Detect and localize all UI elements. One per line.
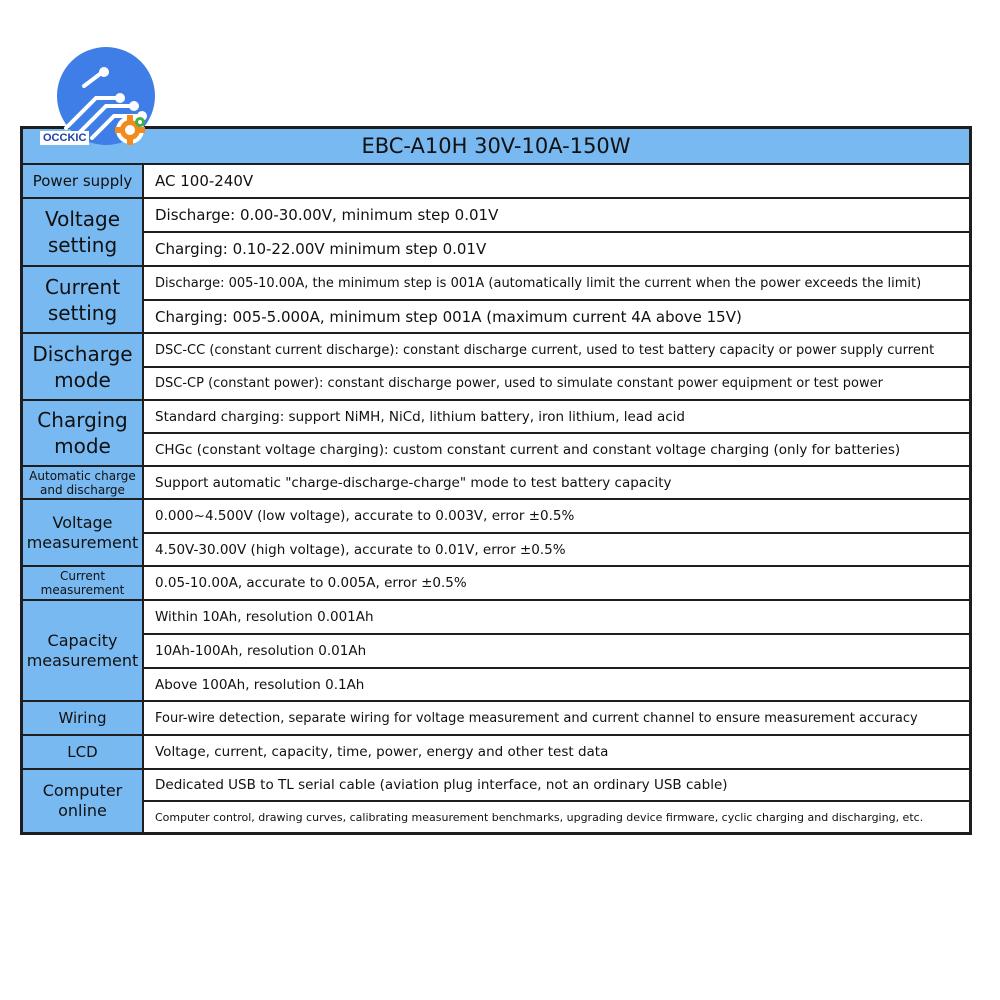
value-dsc-cc: DSC-CC (constant current discharge): constant discharge current, used to test battery capacity or power supply current: [144, 334, 969, 368]
value-voltage-charging: Charging: 0.10-22.00V minimum step 0.01V: [144, 233, 969, 267]
value-auto-charge-discharge: Support automatic "charge-discharge-charge" mode to test battery capacity: [144, 467, 969, 500]
value-dsc-cp: DSC-CP (constant power): constant discharge power, used to simulate constant power equipment or test power: [144, 368, 969, 401]
value-lcd: Voltage, current, capacity, time, power, energy and other test data: [144, 736, 969, 770]
value-voltage-high: 4.50V-30.00V (high voltage), accurate to 0.01V, error ±0.5%: [144, 534, 969, 567]
value-capacity-10-100ah: 10Ah-100Ah, resolution 0.01Ah: [144, 635, 969, 669]
row-label-lcd: LCD: [23, 736, 144, 770]
value-usb-cable: Dedicated USB to TL serial cable (aviation plug interface, not an ordinary USB cable): [144, 770, 969, 802]
value-voltage-discharge: Discharge: 0.00-30.00V, minimum step 0.01V: [144, 199, 969, 233]
row-label-power-supply: Power supply: [23, 165, 144, 199]
row-label-charging-mode: Charging mode: [23, 401, 144, 467]
value-voltage-low: 0.000~4.500V (low voltage), accurate to 0.003V, error ±0.5%: [144, 500, 969, 534]
brand-name: OCCKIC: [40, 131, 89, 145]
value-computer-control: Computer control, drawing curves, calibrating measurement benchmarks, upgrading device firmware, cyclic charging and discharging, etc.: [144, 802, 969, 832]
row-label-voltage-measurement: Voltage measurement: [23, 500, 144, 567]
row-label-computer-online: Computer online: [23, 770, 144, 832]
row-label-capacity-measurement: Capacity measurement: [23, 601, 144, 702]
row-label-wiring: Wiring: [23, 702, 144, 736]
value-capacity-within-10ah: Within 10Ah, resolution 0.001Ah: [144, 601, 969, 635]
row-label-discharge-mode: Discharge mode: [23, 334, 144, 401]
gear-icon: [112, 112, 148, 148]
value-current-discharge: Discharge: 005-10.00A, the minimum step is 001A (automatically limit the current when the power exceeds the limit): [144, 267, 969, 301]
value-current-measurement: 0.05-10.00A, accurate to 0.005A, error ±0.5%: [144, 567, 969, 601]
value-current-charging: Charging: 005-5.000A, minimum step 001A (maximum current 4A above 15V): [144, 301, 969, 334]
row-label-auto-charge-discharge: Automatic charge and discharge: [23, 467, 144, 500]
row-label-current-measurement: Current measurement: [23, 567, 144, 601]
row-label-voltage-setting: Voltage setting: [23, 199, 144, 267]
value-chgc-charging: CHGc (constant voltage charging): custom constant current and constant voltage charging (only for batteries): [144, 434, 969, 467]
table-title: EBC-A10H 30V-10A-150W: [23, 129, 969, 165]
spec-table: [20, 126, 972, 835]
value-wiring: Four-wire detection, separate wiring for voltage measurement and current channel to ensure measurement accuracy: [144, 702, 969, 736]
value-standard-charging: Standard charging: support NiMH, NiCd, lithium battery, iron lithium, lead acid: [144, 401, 969, 434]
value-capacity-above-100ah: Above 100Ah, resolution 0.1Ah: [144, 669, 969, 702]
row-label-current-setting: Current setting: [23, 267, 144, 334]
value-power-supply: AC 100-240V: [144, 165, 969, 199]
